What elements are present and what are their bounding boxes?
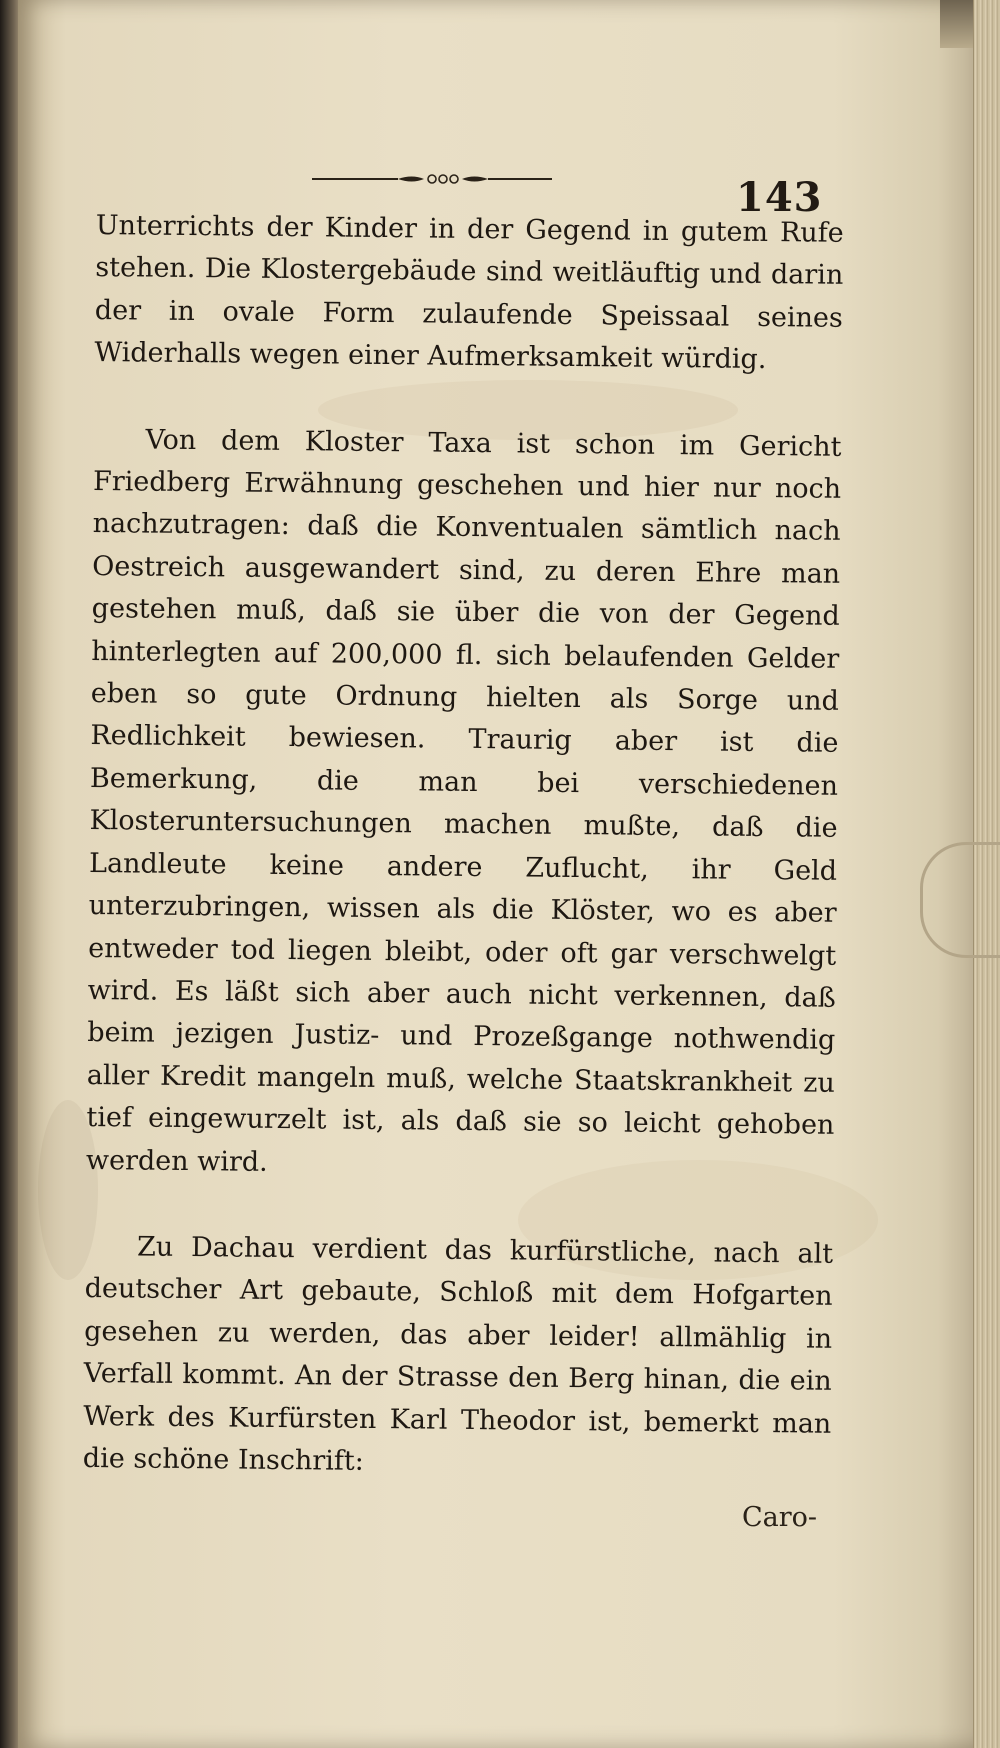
- page-body-text: [83, 205, 844, 1488]
- book-tab-marker: [920, 842, 1000, 958]
- paragraph: Von dem Kloster Taxa ist schon im Gericht Friedberg Erwähnung geschehen und hier nur noch nachzutragen: daß die Konventualen sämtlich nach Oestreich ausgewandert sind, zu deren Ehre man gestehen muß, daß sie über die von der Gegend hinterlegten auf 200,000 fl. sich belaufenden Gelder eben so gute Ordnung hielten als Sorge und Redlichkeit bewiesen. Traurig aber ist die Bemerkung, die man bei verschiedenen Klosteruntersuchungen machen mußte, daß die Landleute keine andere Zuflucht, ihr Geld unterzubringen, wissen als die Klöster, wo es aber entweder tod liegen bleibt, oder oft gar verschwelgt wird. Es läßt sich aber auch nicht verkennen, daß beim jezigen Justiz- und Prozeßgange nothwendig aller Kredit mangeln muß, welche Staatskrankheit zu tief eingewurzelt ist, als daß sie so leicht gehoben werden wird.: [85, 424, 842, 1178]
- catchword: Caro-: [742, 1502, 818, 1533]
- paragraph-gap: [94, 375, 842, 427]
- page-number: 143: [736, 174, 823, 221]
- paragraph: Unterrichts der Kinder in der Gegend in gutem Rufe stehen. Die Klostergebäude sind weitläuftig und darin der in ovale Form zulaufende Speissaal seines Widerhalls wegen einer Aufmerksamkeit würdig.: [94, 209, 844, 376]
- paragraph: Zu Dachau verdient das kurfürstliche, nach alt deutscher Art gebaute, Schloß mit dem Hofgarten gesehen zu werden, das aber leider! allmählig in Verfall kommt. An der Strasse den Berg hinan, die ein Werk des Kurfürsten Karl Theodor ist, bemerkt man die schöne Inschrift:: [82, 1231, 834, 1477]
- ornament-rule-icon: [312, 172, 552, 186]
- paragraph-gap: [85, 1182, 833, 1234]
